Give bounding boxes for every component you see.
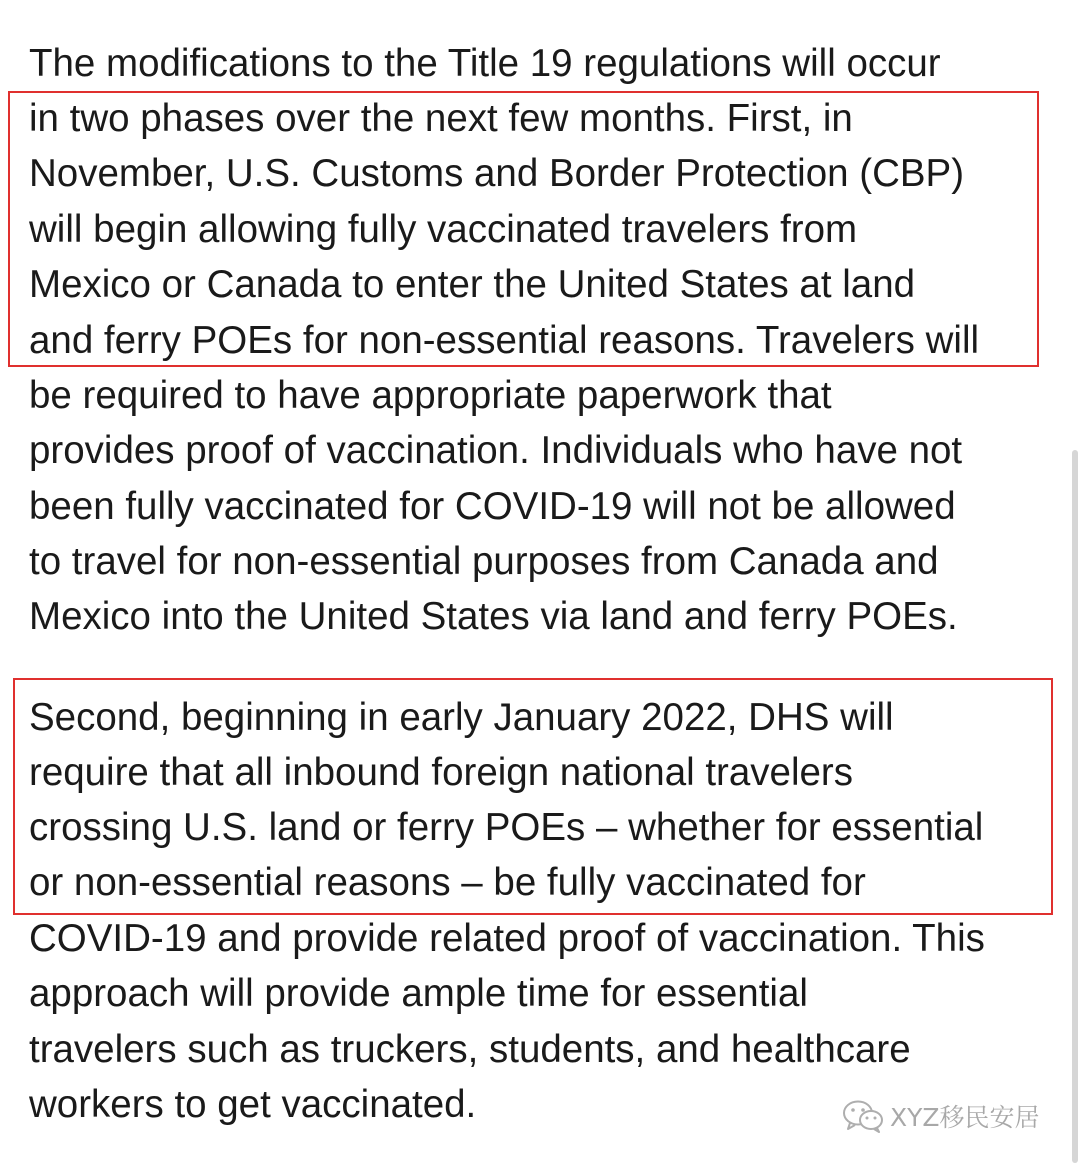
paragraph-1-line: Mexico into the United States via land and ferry POEs. (29, 595, 958, 638)
paragraph-1-line: to travel for non-essential purposes from Canada and (29, 540, 939, 583)
paragraph-1-line: and ferry POEs for non-essential reasons. Travelers will (29, 319, 980, 362)
watermark (842, 1096, 1040, 1136)
wechat-icon (842, 1099, 884, 1133)
paragraph-1-line: The modifications to the Title 19 regulations will occur (29, 42, 941, 85)
paragraph-2-line: Second, beginning in early January 2022, DHS will (29, 696, 894, 739)
paragraph-2-line: or non-essential reasons – be fully vaccinated for (29, 861, 866, 904)
paragraph-1-line: been fully vaccinated for COVID-19 will not be allowed (29, 485, 956, 528)
paragraph-1-line: November, U.S. Customs and Border Protection (CBP) (29, 152, 965, 195)
paragraph-2-line: travelers such as truckers, students, and healthcare (29, 1028, 911, 1071)
paragraph-2-line: crossing U.S. land or ferry POEs – whether for essential (29, 806, 984, 849)
paragraph-2-line: workers to get vaccinated. (29, 1083, 477, 1126)
paragraph-1-line: be required to have appropriate paperwork that (29, 374, 832, 417)
paragraph-2-line: approach will provide ample time for essential (29, 972, 808, 1015)
paragraph-2-line: COVID-19 and provide related proof of vaccination. This (29, 917, 985, 960)
paragraph-1-line: provides proof of vaccination. Individuals who have not (29, 429, 963, 472)
scrollbar[interactable] (1072, 450, 1078, 1163)
paragraph-1-line: in two phases over the next few months. First, in (29, 97, 853, 140)
paragraph-2-line: require that all inbound foreign national travelers (29, 751, 853, 794)
paragraph-1-line: Mexico or Canada to enter the United States at land (29, 263, 916, 306)
paragraph-1-line: will begin allowing fully vaccinated travelers from (29, 208, 858, 251)
watermark-text: XYZ移民安居 (890, 1103, 1040, 1132)
